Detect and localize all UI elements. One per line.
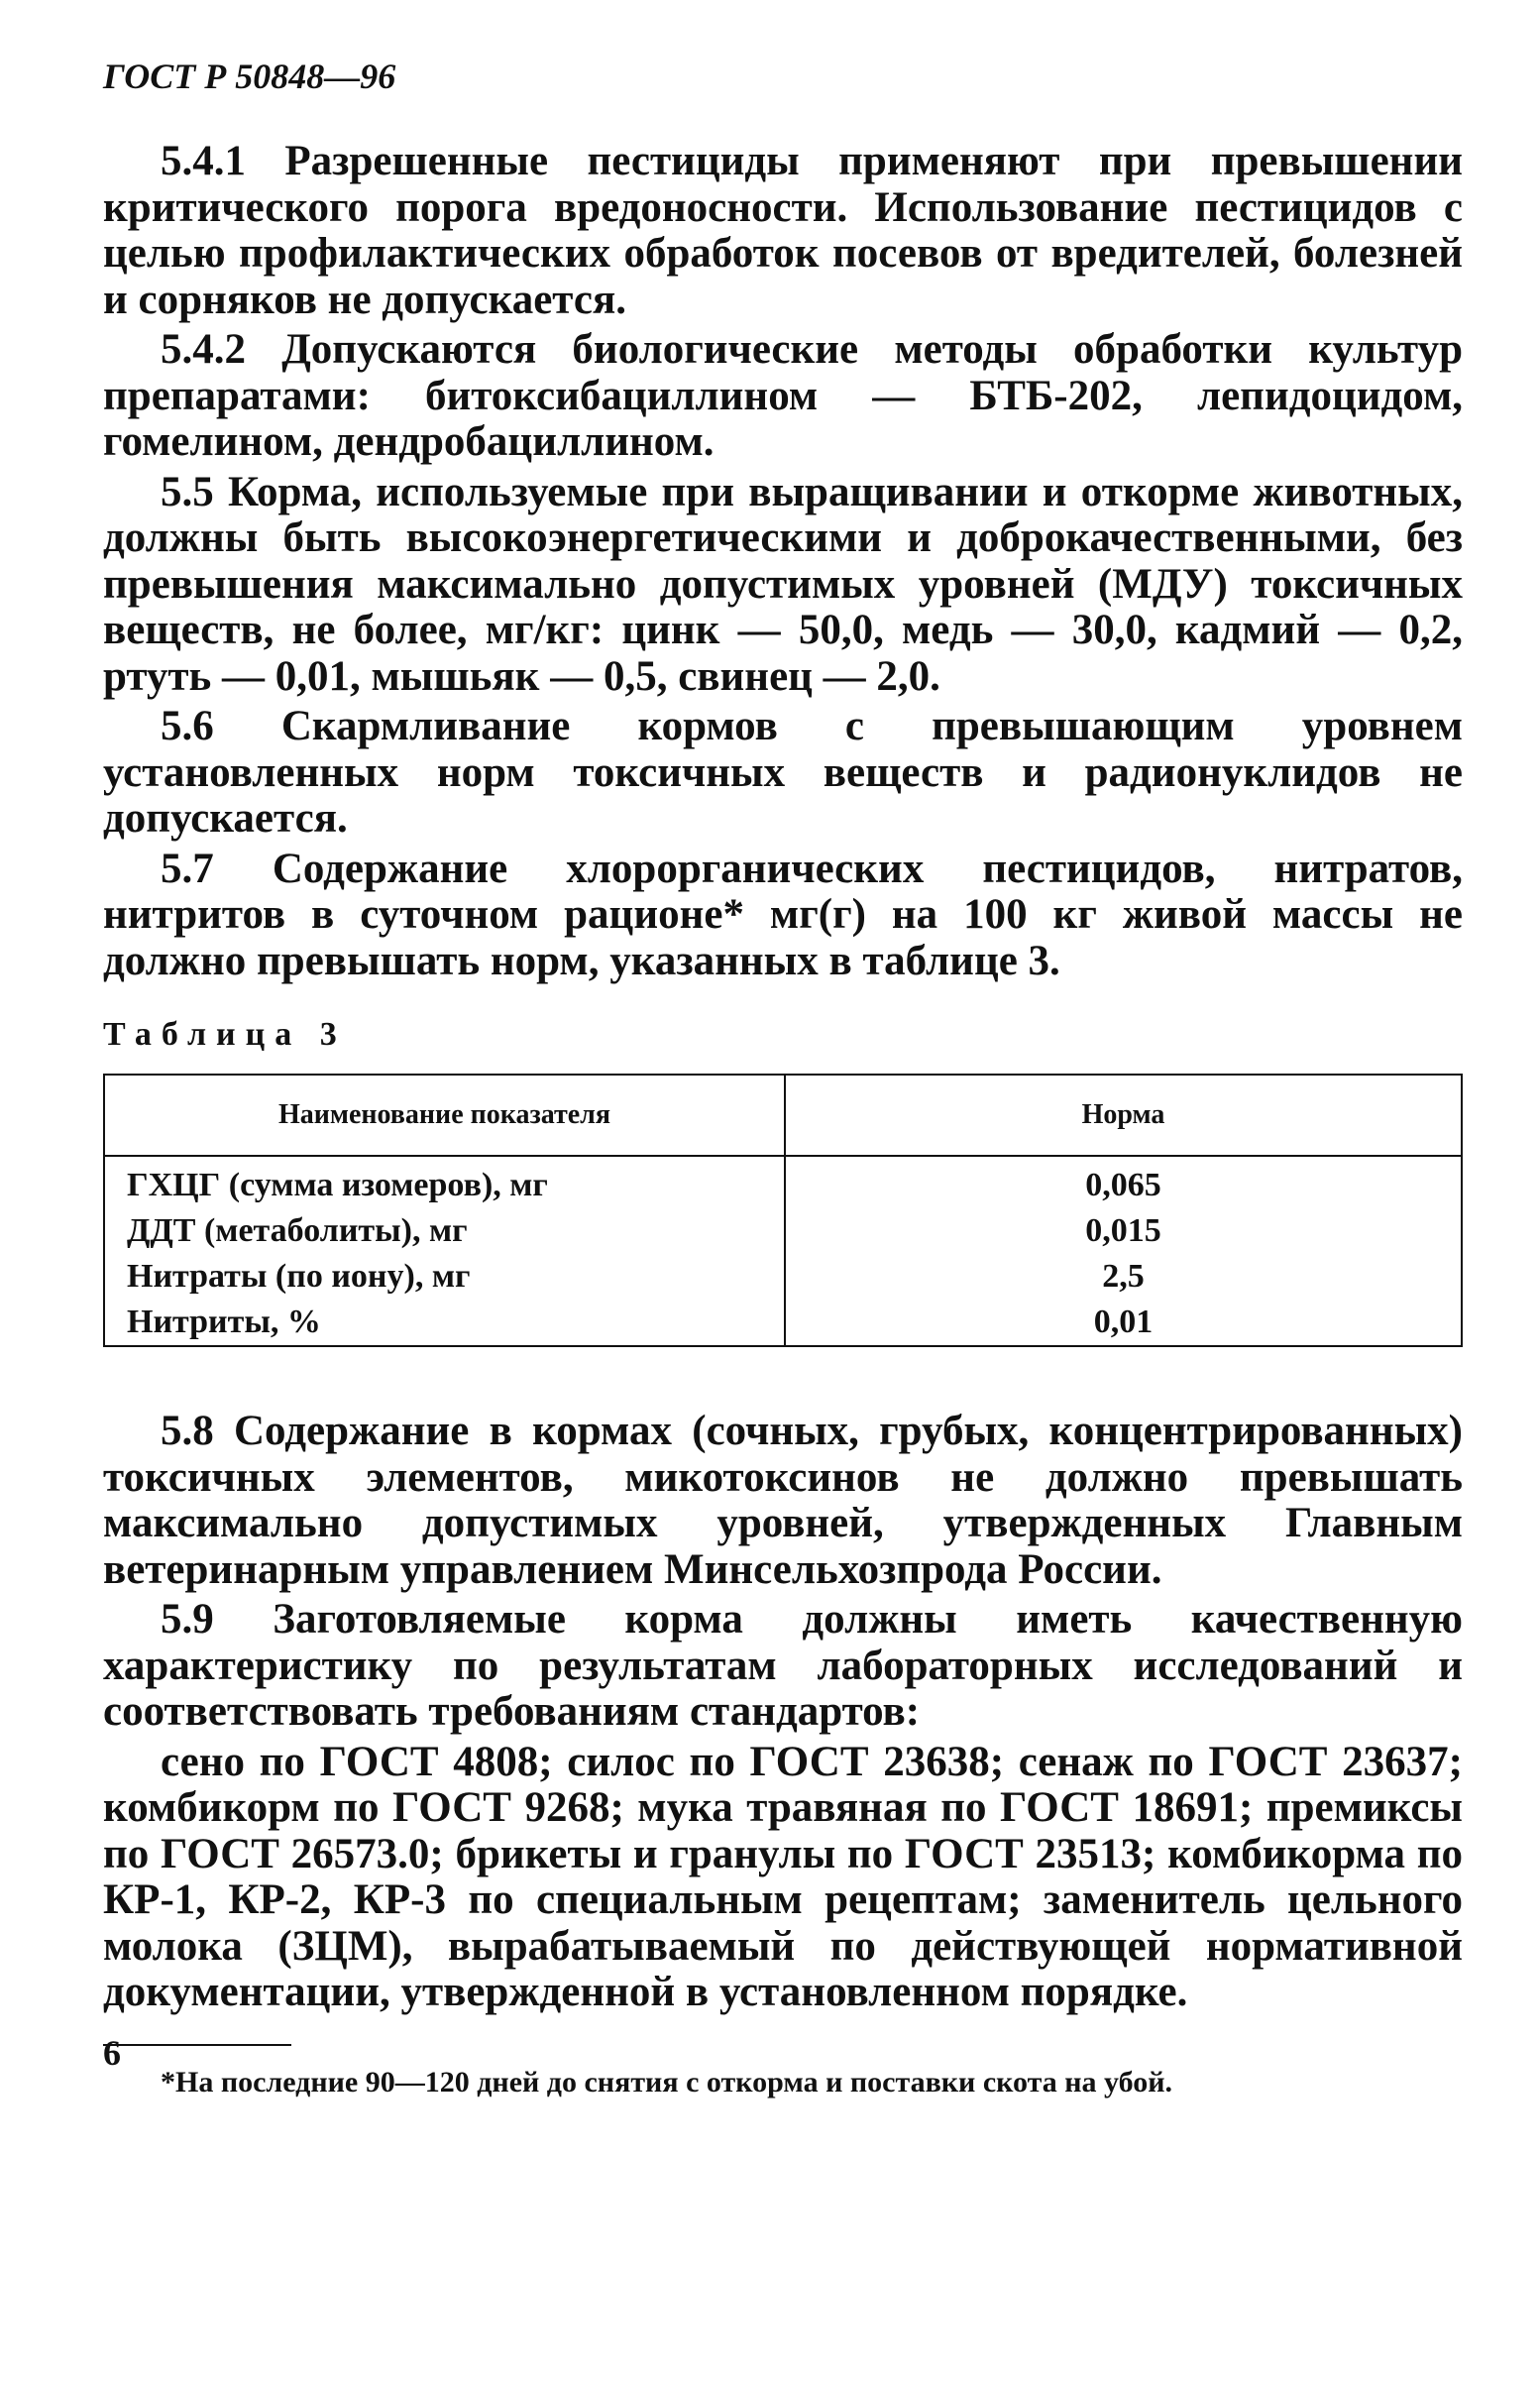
paragraph-5-7: 5.7 Содержание хлорорганических пестицидов, нитратов, нитритов в суточном рационе* мг(г) на 100 кг живой массы не должно превышать норм, указанных в таблице 3. (103, 845, 1463, 984)
table-row (104, 1300, 1462, 1346)
document-body (103, 139, 1463, 2099)
table-caption: Таблица 3 (103, 1016, 347, 1053)
standard-header: ГОСТ Р 50848—96 (103, 57, 396, 96)
footnote: *На последние 90—120 дней до снятия с откорма и поставки скота на убой. (161, 2065, 1173, 2099)
norm-cell: 0,01 (785, 1300, 1462, 1346)
footnote-divider (103, 2044, 291, 2046)
paragraph-5-4-2: 5.4.2 Допускаются биологические методы обработки культур препаратами: битоксибациллином — БТБ-202, лепидоцидом, гомелином, дендробациллином. (103, 326, 1463, 465)
table-row (104, 1208, 1462, 1254)
indicator-cell: Нитраты (по иону), мг (104, 1254, 785, 1300)
table-header-row (104, 1075, 1462, 1156)
indicator-cell: Нитриты, % (104, 1300, 785, 1346)
column-header-indicator: Наименование показателя (104, 1075, 785, 1156)
paragraph-5-9: 5.9 Заготовляемые корма должны иметь качественную характеристику по результатам лабораторных исследований и соответствовать требованиям стандартов: (103, 1596, 1463, 1735)
paragraph-5-5: 5.5 Корма, используемые при выращивании и откорме животных, должны быть высокоэнергетическими и доброкачественными, без превышения максимально допустимых уровней (МДУ) токсичных веществ, не более, мг/кг: цинк — 50,0, медь — 30,0, кадмий — 0,2, ртуть — 0,01, мышьяк — 0,5, свинец — 2,0. (103, 468, 1463, 700)
table-row (104, 1156, 1462, 1208)
norm-cell: 2,5 (785, 1254, 1462, 1300)
page-number: 6 (103, 2033, 121, 2073)
indicator-cell: ДДТ (метаболиты), мг (104, 1208, 785, 1254)
paragraph-5-4-1: 5.4.1 Разрешенные пестициды применяют при превышении критического порога вредоносности. Использование пестицидов с целью профилактических обработок посевов от вредителей, болезней и сорняков не допускается. (103, 138, 1463, 323)
indicator-cell: ГХЦГ (сумма изомеров), мг (104, 1156, 785, 1208)
norm-cell: 0,015 (785, 1208, 1462, 1254)
norms-table (103, 1074, 1463, 1347)
norm-cell: 0,065 (785, 1156, 1462, 1208)
paragraph-standards-list: сено по ГОСТ 4808; силос по ГОСТ 23638; сенаж по ГОСТ 23637; комбикорм по ГОСТ 9268; мука травяная по ГОСТ 18691; премиксы по ГОСТ 26573.0; брикеты и гранулы по ГОСТ 23513; комбикорма по КР-1, КР-2, КР-3 по специальным рецептам; заменитель цельного молока (ЗЦМ), вырабатываемый по действующей нормативной документации, утвержденной в установленном порядке. (103, 1738, 1463, 2015)
column-header-norm: Норма (785, 1075, 1462, 1156)
table-row (104, 1254, 1462, 1300)
paragraph-5-6: 5.6 Скармливание кормов с превышающим уровнем установленных норм токсичных веществ и радионуклидов не допускается. (103, 703, 1463, 842)
paragraph-5-8: 5.8 Содержание в кормах (сочных, грубых, концентрированных) токсичных элементов, микотоксинов не должно превышать максимально допустимых уровней, утвержденных Главным ветеринарным управлением Минсельхозпрода России. (103, 1408, 1463, 1593)
